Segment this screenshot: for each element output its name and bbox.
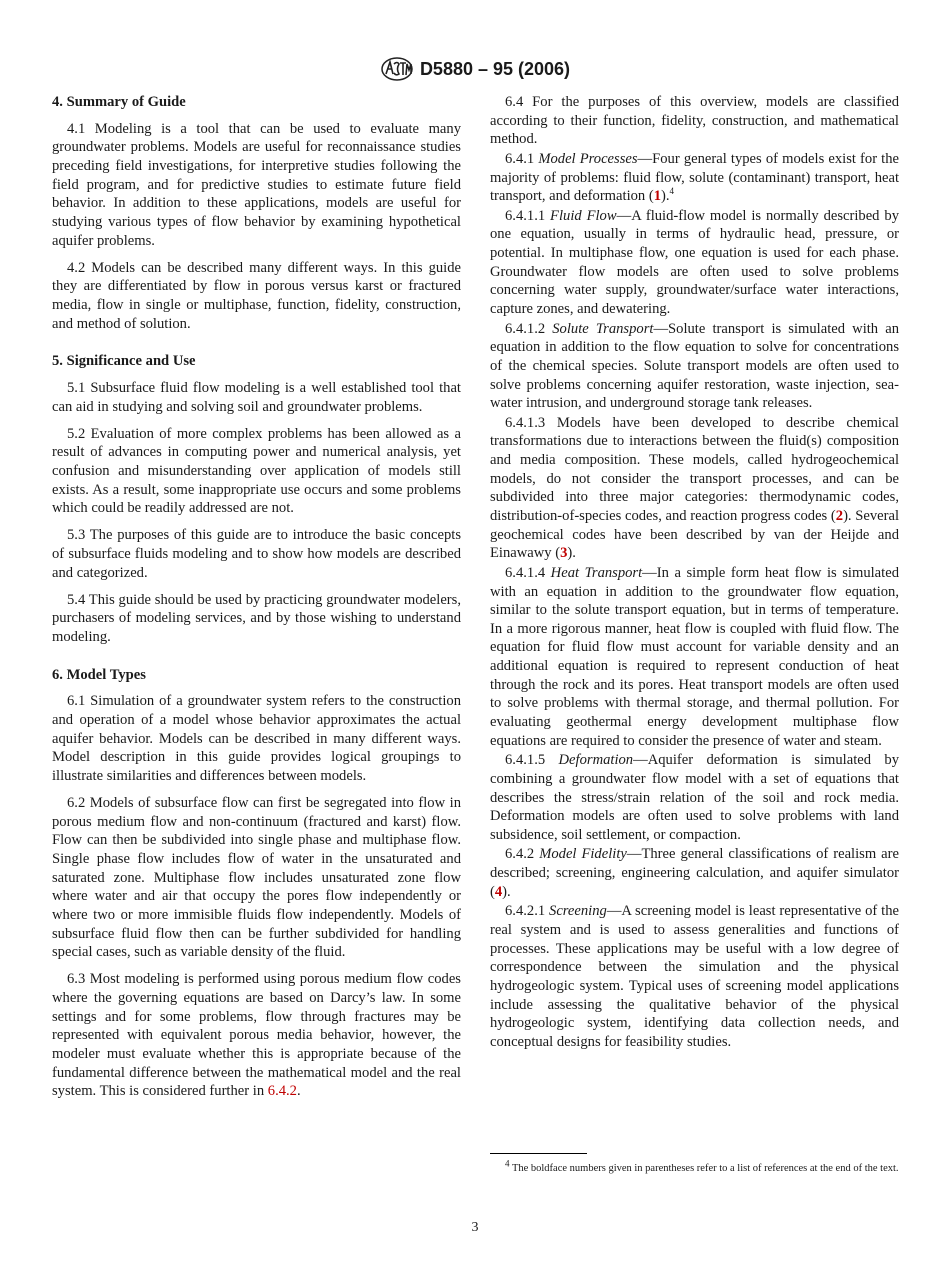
italic-term: Fluid Flow <box>550 207 617 224</box>
text-run: 6.4.2 <box>505 846 540 863</box>
italic-term: Screening <box>549 903 607 920</box>
italic-term: Deformation <box>558 752 634 769</box>
paragraph <box>490 207 899 319</box>
section-link[interactable]: 6.4.2 <box>267 1083 297 1100</box>
text-run: —In a simple form heat flow is simulated with an equation in addition to the groundwater flow equation, similar to the solute transport equation, but in terms of temperature. In a more rigorous manner, heat flow is coupled with fluid flow. The equation for fluid flow must account for variable density and an additional equation is required to represent conduction of heat through the rock and its pores. Heat transport models are often used to solve problems with thermal storage, and thermal pollution. For evaluating geothermal energy development multiphase flow equations are required to consider the presence of water and steam. <box>490 564 899 749</box>
page-number: 3 <box>471 1220 479 1235</box>
section-heading: 6. Model Types <box>52 666 146 683</box>
text-run: 6.4.1 <box>505 150 539 167</box>
text-run: 4.1 Modeling is a tool that can be used to evaluate many groundwater problems. Models are useful for reconnaissance studies preceding field investigations, for interpretive studies following the field program, and for predictive studies to estimate future field behavior. In addition to these applications, models are useful for studying various types of flow behavior by examining hypothetical aquifer problems. <box>52 120 461 249</box>
text-run: —Aquifer deformation is simulated by combining a groundwater flow model with a set of equations that describes the stress/strain relation of the soil and rock media. Deformation models are often used to solve problems with land subsidence, soil settlement, or compaction. <box>490 752 899 843</box>
paragraph <box>52 591 461 647</box>
paragraph <box>490 414 899 563</box>
text-run: 4.2 Models can be described many different ways. In this guide they are differentiated by flow in porous versus karst or fractured media, flow in single or multiphase, function, fidelity, construction, and method of solution. <box>52 259 461 332</box>
text-run: 6.4.1.4 <box>505 564 551 581</box>
text-run: —A screening model is least representative of the real system and is used to assess generalities and functions of processes. These applications may be useful with a low degree of correspondence between the simulation and the physical hydrogeologic system. Typical uses of screening model applications include assessing the qualitative behavior of the physical hydrogeologic system, identifying data collection needs, and conceptual designs for feasibility studies. <box>490 903 899 1050</box>
text-run: 6.4 For the purposes of this overview, models are classified according to their function, fidelity, construction, and mathematical method. <box>490 94 899 148</box>
reference-link[interactable]: 2 <box>835 508 844 524</box>
text-run: 6.4.1.2 <box>505 320 553 337</box>
reference-link[interactable]: 3 <box>560 545 568 562</box>
text-run: 6.4.2.1 <box>505 903 550 920</box>
text-run: —Solute transport is simulated with an equation in addition to the flow equation to solve for concentrations of the chemical species. Solute transport models are often used to solve problems concerning aquifer restoration, waste injection, sea-water intrusion, and underground storage tank releases. <box>490 320 899 412</box>
text-run: ). Several geochemical codes have been described by van der Heijde and Einawawy ( <box>490 508 899 562</box>
text-run: 6.2 Models of subsurface flow can first be segregated into flow in porous medium flow and non-continuum (fractured and karst) flow. Flow can then be subdivided into single phase and multiphase flow. Single phase flow includes flow of water in the unsaturated and saturated zone. Multiphase flow includes unsaturated zone flow where water and air that occupy the pores flow independently or where two or more immisible fluids flow independently. Models of subsurface fluid flow then can be further subdivided for handling special cases, such as variable density of the fluid. <box>52 794 461 961</box>
text-run: 6.4.1.5 <box>505 752 559 769</box>
footnote <box>490 1158 899 1177</box>
paragraph <box>52 970 461 1101</box>
text-run: 6.1 Simulation of a groundwater system refers to the construction and operation of a model whose behavior approximates the actual aquifer behavior. Models can be described in many different ways. Model description in this guide provides logical groupings to illustrate similarities and differences between models. <box>52 693 461 784</box>
page-header <box>0 56 950 82</box>
paragraph <box>490 845 899 901</box>
text-run: 6.4.1.1 <box>505 207 551 224</box>
italic-term: Solute Transport <box>552 320 654 337</box>
paragraph <box>52 526 461 582</box>
text-run: —Four general types of models exist for the majority of problems: fluid flow, solute (contaminant) transport, heat transport, and deformation ( <box>490 150 900 205</box>
paragraph <box>490 320 899 413</box>
document-designation: D5880 – 95 (2006) <box>419 59 571 79</box>
paragraph <box>52 259 461 334</box>
italic-term: Model Fidelity <box>539 846 627 863</box>
italic-term: Heat Transport <box>550 564 643 581</box>
paragraph <box>490 93 899 149</box>
paragraph <box>52 379 461 416</box>
text-run: 5.1 Subsurface fluid flow modeling is a well established tool that can aid in studying and solving soil and groundwater problems. <box>52 379 461 415</box>
paragraph <box>52 425 461 518</box>
italic-term: Model Processes <box>538 150 638 167</box>
text-run: 5.4 This guide should be used by practicing groundwater modelers, purchasers of modeling services, and by those wishing to understand modeling. <box>52 591 461 645</box>
footnote-ref[interactable]: 4 <box>669 186 675 197</box>
right-column <box>490 93 899 1052</box>
reference-link[interactable]: 1 <box>653 188 662 205</box>
reference-link[interactable]: 4 <box>494 883 503 900</box>
text-run: ). <box>502 883 511 900</box>
text-run: 5.3 The purposes of this guide are to introduce the basic concepts of subsurface fluids modeling and to show how models are described and categorized. <box>52 527 461 581</box>
section-heading: 4. Summary of Guide <box>52 94 186 110</box>
paragraph <box>490 150 899 206</box>
left-column <box>52 93 461 1109</box>
footnote-text: The boldface numbers given in parentheses refer to a list of references at the end of the text. <box>511 1163 899 1174</box>
section-heading: 5. Significance and Use <box>52 353 196 370</box>
astm-logo-icon <box>380 56 414 82</box>
text-run: 5.2 Evaluation of more complex problems has been allowed as a result of advances in computing power and numerical analysis, yet confusion and misunderstanding over application of models still exists. As a result, some inappropriate use occurs and some problems which could be readily addressed are not. <box>52 425 461 517</box>
text-run: . <box>296 1083 301 1100</box>
paragraph <box>490 902 899 1051</box>
text-run: 6.4.1.3 Models have been developed to describe chemical transformations due to interactions between the fluid(s) composition and media composition. These models, called hydrogeochemical models, do not consider the transport processes, and can be subdivided into three major categories: thermodynamic codes, distribution-of-species codes, and reaction progress codes ( <box>490 414 899 524</box>
paragraph <box>52 692 461 785</box>
footnote-mark: 4 <box>505 1158 510 1169</box>
paragraph <box>52 794 461 962</box>
text-run: 6.3 Most modeling is performed using porous medium flow codes where the governing equations are based on Darcy’s law. In some settings and for some problems, flow through fractures may be represented with equivalent porous media behavior, however, the modeler must evaluate whether this is appropriate because of the fundamental difference between the mathematical model and the real system. This is considered further in <box>52 971 461 1100</box>
paragraph <box>52 120 461 251</box>
text-run: —A fluid-flow model is normally described by one equation, usually in terms of hydraulic head, pressure, or potential. In multiphase flow, one equation is used for each phase. Groundwater flow models are often used to solve problems concerning water supply, groundwater/surface water interactions, capture zones, and dewatering. <box>490 207 899 317</box>
text-run: ). <box>567 545 576 562</box>
paragraph <box>490 751 899 844</box>
footnote-divider <box>490 1153 587 1154</box>
text-run: ). <box>661 188 670 205</box>
text-run: —Three general classifications of realism are described; screening, engineering calculation, and aquifer simulator ( <box>490 846 899 900</box>
paragraph <box>490 564 899 751</box>
